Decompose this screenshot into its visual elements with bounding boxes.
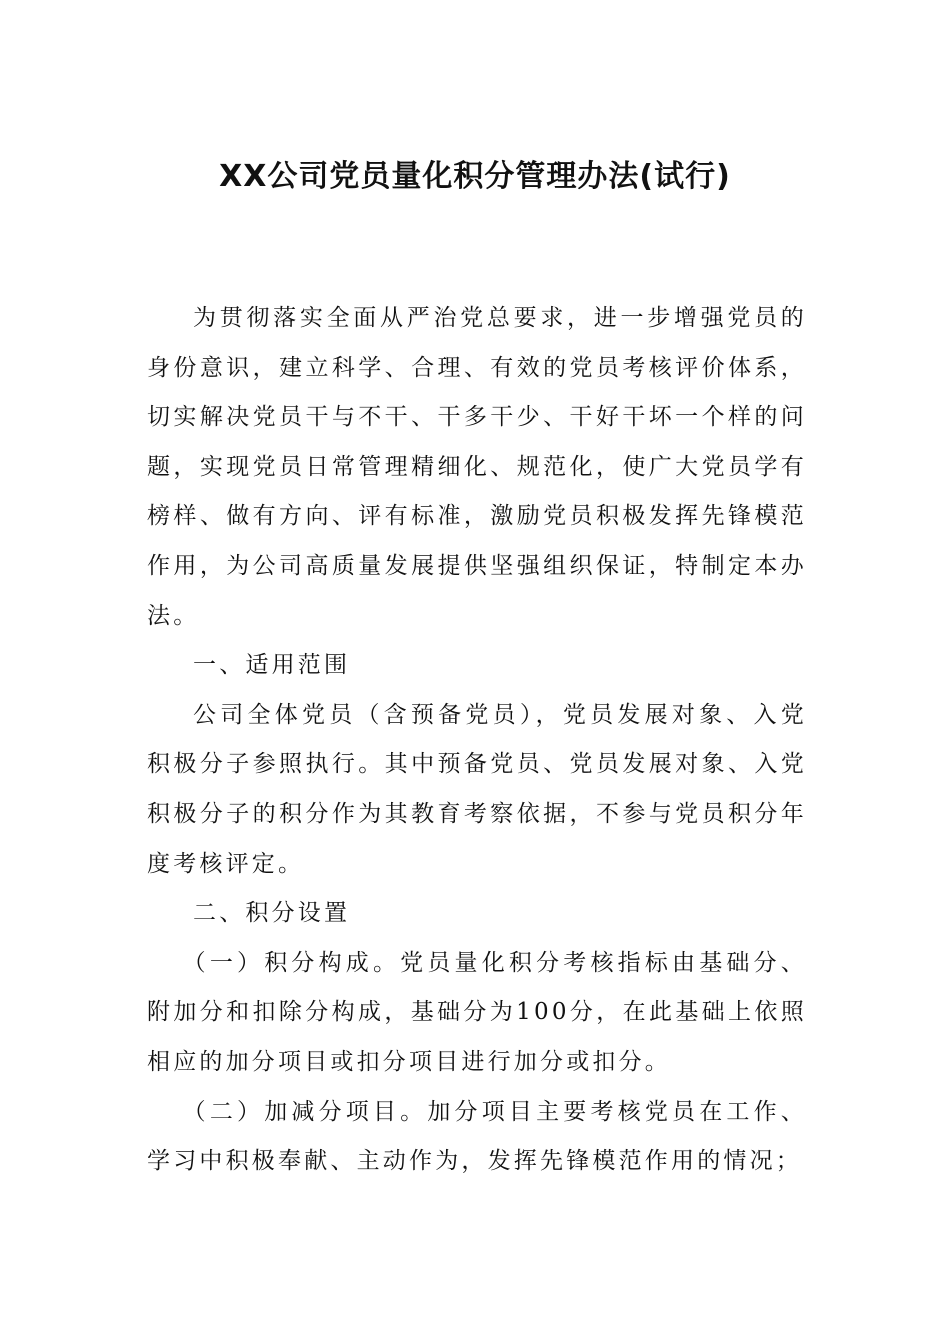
points-composition-paragraph: （一）积分构成。党员量化积分考核指标由基础分、附加分和扣除分构成，基础分为100分，在此基础上依照相应的加分项目或扣分项目进行加分或扣分。 <box>147 949 807 1075</box>
section-heading-scope: 一、适用范围 <box>193 652 351 679</box>
section-heading-points: 二、积分设置 <box>193 900 351 927</box>
document-body <box>147 294 807 1187</box>
scope-paragraph: 公司全体党员（含预备党员），党员发展对象、入党积极分子参照执行。其中预备党员、党员发展对象、入党积极分子的积分作为其教育考察依据，不参与党员积分年度考核评定。 <box>147 701 807 877</box>
points-items-paragraph: （二）加减分项目。加分项目主要考核党员在工作、学习中积极奉献、主动作为，发挥先锋模范作用的情况； <box>147 1098 807 1175</box>
intro-paragraph: 为贯彻落实全面从严治党总要求，进一步增强党员的身份意识，建立科学、合理、有效的党员考核评价体系，切实解决党员干与不干、干多干少、干好干坏一个样的问题，实现党员日常管理精细化、规范化，使广大党员学有榜样、做有方向、评有标准，激励党员积极发挥先锋模范作用，为公司高质量发展提供坚强组织保证，特制定本办法。 <box>147 305 807 629</box>
document-title: XX公司党员量化积分管理办法(试行) <box>219 159 731 194</box>
